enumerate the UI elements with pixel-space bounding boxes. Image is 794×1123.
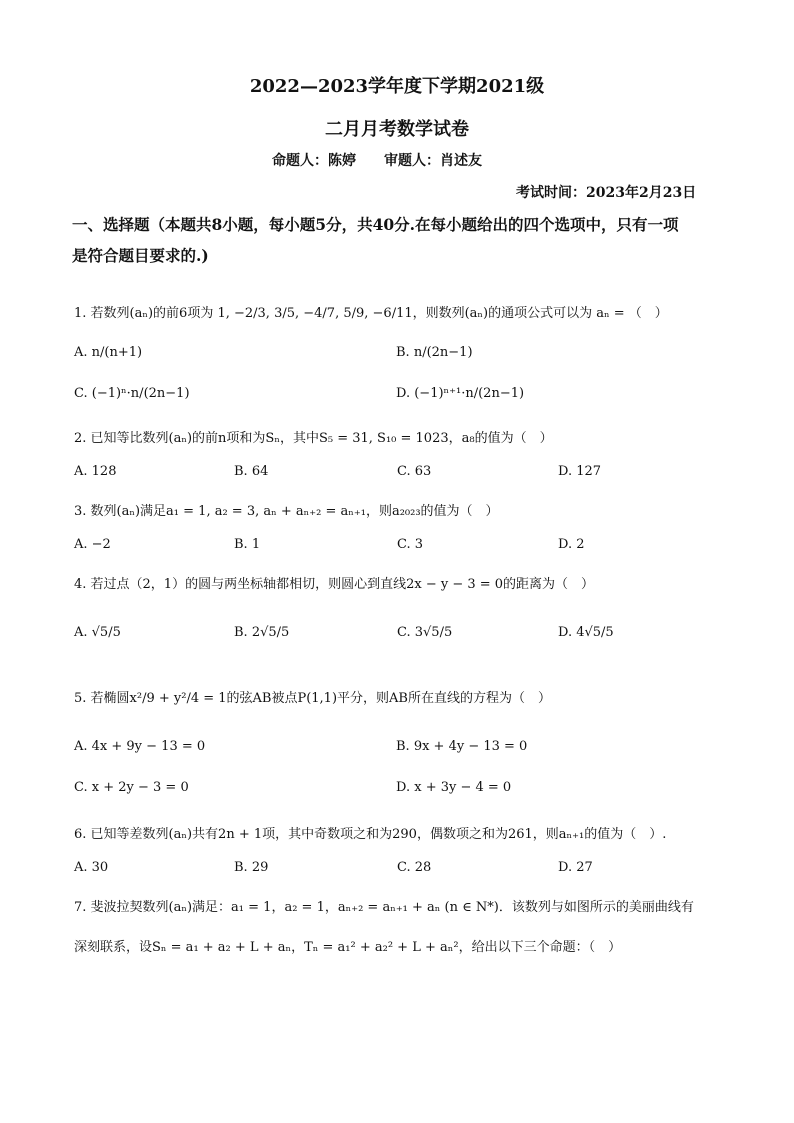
question-4-option-b: B. 2√5/5 bbox=[234, 625, 290, 640]
question-5-option-b: B. 9x + 4y − 13 = 0 bbox=[396, 739, 528, 754]
question-3-option-b: B. 1 bbox=[234, 537, 261, 552]
section-heading-line1: 一、选择题（本题共8小题，每小题5分，共40分.在每小题给出的四个选项中，只有一项 bbox=[72, 215, 679, 234]
question-2-option-d: D. 127 bbox=[558, 464, 602, 479]
question-4-option-a: A. √5/5 bbox=[74, 625, 121, 640]
exam-time: 考试时间：2023年2月23日 bbox=[516, 185, 697, 201]
question-3-option-d: D. 2 bbox=[558, 537, 585, 552]
question-2-option-a: A. 128 bbox=[74, 464, 117, 479]
question-1-text: 1. 若数列(aₙ)的前6项为 1, −2/3, 3/5, −4/7, 5/9, −6/11，则数列(aₙ)的通项公式可以为 aₙ = （ ） bbox=[74, 306, 668, 321]
question-6-text: 6. 已知等差数列(aₙ)共有2n + 1项，其中奇数项之和为290，偶数项之和为261，则aₙ₊₁的值为（ ）. bbox=[74, 827, 667, 842]
question-7-line1: 7. 斐波拉契数列(aₙ)满足：a₁ = 1，a₂ = 1，aₙ₊₂ = aₙ₊₁ + aₙ (n ∈ N*)．该数列与如图所示的美丽曲线有 bbox=[74, 900, 694, 915]
question-1-option-b: B. n/(2n−1) bbox=[396, 345, 473, 360]
question-2-text: 2. 已知等比数列(aₙ)的前n项和为Sₙ，其中S₅ = 31, S₁₀ = 1023，a₈的值为（ ） bbox=[74, 431, 553, 446]
question-6-option-d: D. 27 bbox=[558, 860, 593, 875]
exam-authors: 命题人：陈婷 审题人：肖述友 bbox=[272, 153, 482, 169]
question-3-option-c: C. 3 bbox=[397, 537, 424, 552]
question-6-option-b: B. 29 bbox=[234, 860, 269, 875]
question-6-option-a: A. 30 bbox=[74, 860, 109, 875]
question-4-option-d: D. 4√5/5 bbox=[558, 625, 614, 640]
question-7-line2: 深刻联系，设Sₙ = a₁ + a₂ + L + aₙ，Tₙ = a₁² + a₂² + L + aₙ²，给出以下三个命题：（ ） bbox=[74, 940, 622, 955]
question-3-text: 3. 数列(aₙ)满足a₁ = 1, a₂ = 3, aₙ + aₙ₊₂ = aₙ₊₁，则a₂₀₂₃的值为（ ） bbox=[74, 504, 499, 519]
exam-title: 2022—2023学年度下学期2021级 bbox=[249, 76, 545, 97]
exam-subtitle: 二月月考数学试卷 bbox=[325, 119, 469, 140]
question-4-text: 4. 若过点（2，1）的圆与两坐标轴都相切，则圆心到直线2x − y − 3 = 0的距离为（ ） bbox=[74, 577, 595, 592]
question-5-option-d: D. x + 3y − 4 = 0 bbox=[396, 780, 512, 795]
question-6-option-c: C. 28 bbox=[397, 860, 432, 875]
question-1-option-a: A. n/(n+1) bbox=[74, 345, 143, 360]
question-4-option-c: C. 3√5/5 bbox=[397, 625, 453, 640]
section-heading-line2: 是符合题目要求的.) bbox=[72, 246, 209, 265]
question-5-option-c: C. x + 2y − 3 = 0 bbox=[74, 780, 189, 795]
question-1-option-c: C. (−1)ⁿ·n/(2n−1) bbox=[74, 386, 190, 401]
question-5-text: 5. 若椭圆x²/9 + y²/4 = 1的弦AB被点P(1,1)平分，则AB所在直线的方程为（ ） bbox=[74, 691, 551, 706]
question-2-option-c: C. 63 bbox=[397, 464, 432, 479]
question-1-option-d: D. (−1)ⁿ⁺¹·n/(2n−1) bbox=[396, 386, 525, 401]
question-3-option-a: A. −2 bbox=[74, 537, 111, 552]
question-2-option-b: B. 64 bbox=[234, 464, 269, 479]
question-5-option-a: A. 4x + 9y − 13 = 0 bbox=[74, 739, 206, 754]
